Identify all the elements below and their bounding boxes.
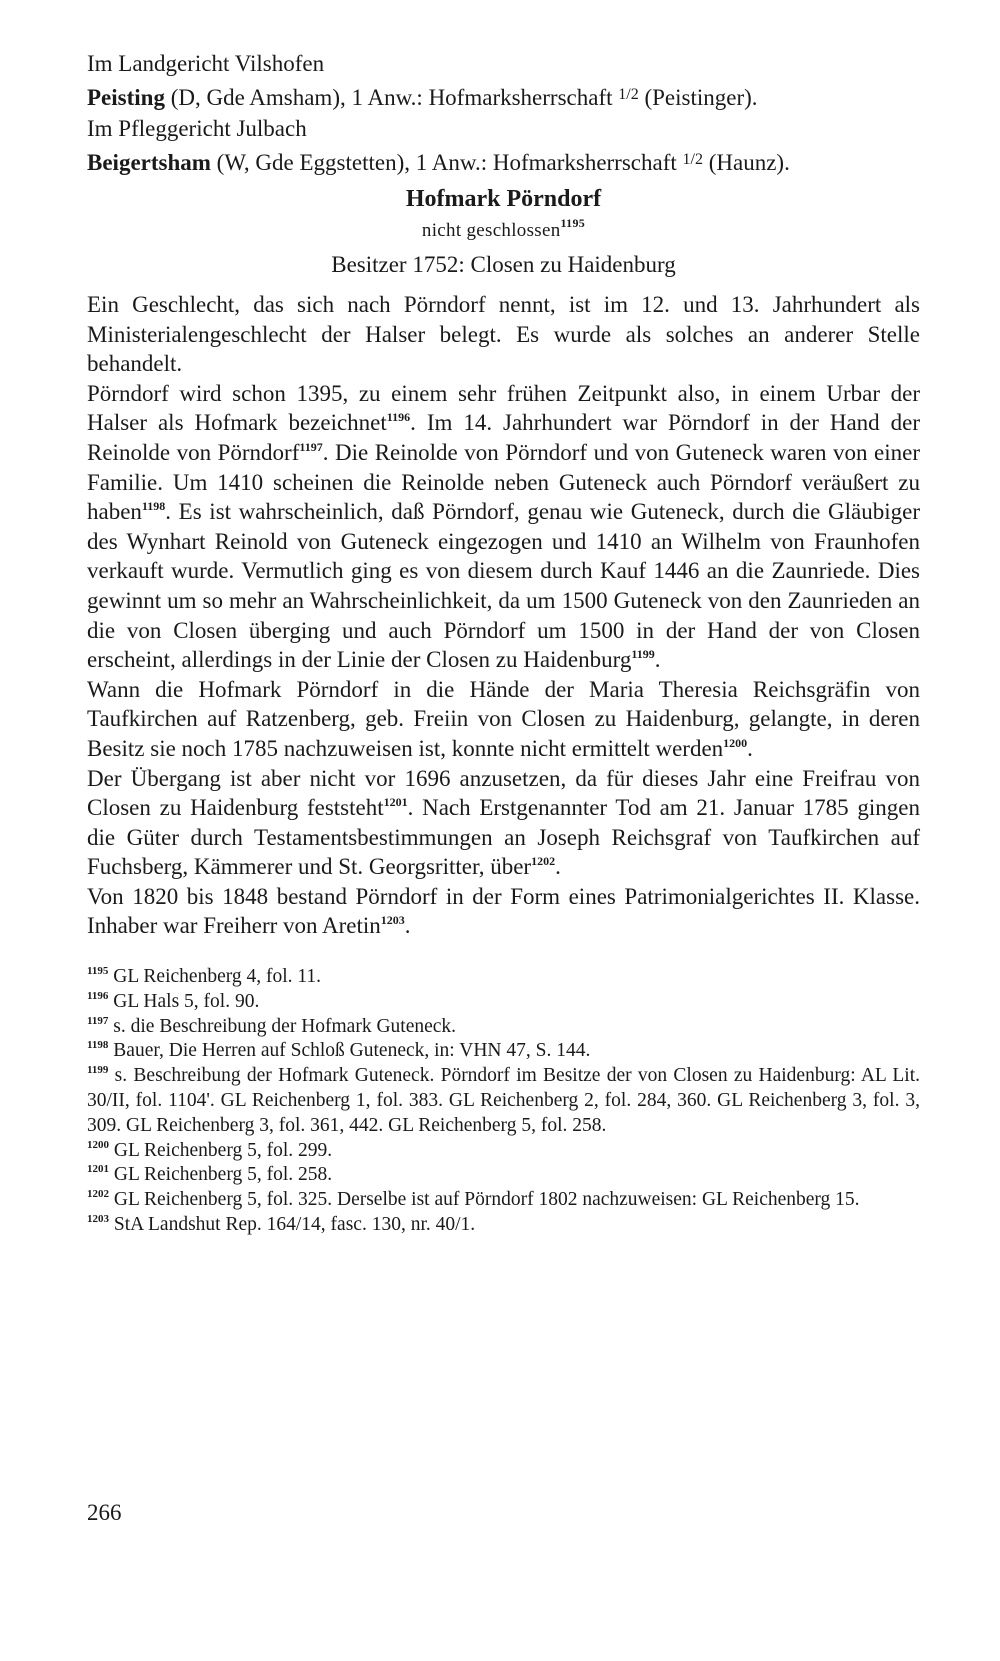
footnote <box>87 1163 920 1188</box>
court-heading: Im Landgericht Vilshofen <box>87 51 325 76</box>
footnote-ref: 1199 <box>631 647 655 662</box>
footnote-text: GL Hals 5, fol. 90. <box>108 990 260 1012</box>
footnote-number: 1203 <box>87 1213 109 1226</box>
text-run: Pörndorf wird schon 1395, zu einem sehr frühen Zeitpunkt also, in einem Urbar der Halser als Hofmark bezeichnet <box>87 380 920 436</box>
section-heading: Hofmark Pörndorf <box>405 186 602 212</box>
text-run: . Nach Erstgenannter Tod am 21. Januar 1785 gingen die Güter durch Testamentsbestimmungen an Joseph Reichsgraf von Taufkirchen auf Fuchsberg, Kämmerer und St. Georgsritter, über <box>87 795 920 880</box>
place-owner: (Peistinger). <box>638 85 758 110</box>
text-run: . <box>747 735 753 761</box>
footnote-number: 1202 <box>87 1188 109 1201</box>
footnote-text: GL Reichenberg 5, fol. 325. Derselbe ist auf Pörndorf 1802 nachzuweisen: GL Reichenberg 15. <box>109 1189 860 1211</box>
paragraph <box>87 675 920 764</box>
text-run: . Im 14. Jahrhundert war Pörndorf in der Hand der Reinolde von Pörndorf <box>87 410 920 465</box>
paragraph <box>87 379 920 675</box>
footnote <box>87 1213 920 1238</box>
footnote-number: 1199 <box>87 1064 109 1077</box>
footnote-number: 1201 <box>87 1163 109 1176</box>
footnote <box>87 1039 920 1064</box>
text-run: . <box>404 913 411 939</box>
text-run: . Es ist wahrscheinlich, daß Pörndorf, genau wie Guteneck, durch die Gläubiger des Wynhart Reinold von Guteneck eingezogen und 1410 an Wilhelm von Fraunhofen verkauft wurde. Vermutlich ging es von diesem durch Kauf 1446 an die Zaunriede. Dies gewinnt um so mehr an Wahrscheinlichkeit, da um 1500 Guteneck von den Zaunrieden an die von Closen überging und auch Pörndorf um 1500 in der Hand der von Closen erscheint, allerdings in der Linie der Closen zu Haidenburg <box>87 499 920 673</box>
text-run: . Die Reinolde von Pörndorf und von Guteneck waren von einer Familie. Um 1410 scheinen die Reinolde neben Guteneck auch Pörndorf veräußert zu haben <box>87 439 920 525</box>
footnote-ref: 1203 <box>380 913 405 928</box>
footnote <box>87 990 920 1015</box>
footnote-text: Bauer, Die Herren auf Schloß Guteneck, in: VHN 47, S. 144. <box>108 1040 591 1062</box>
footnote <box>87 1015 920 1040</box>
text-run: Ein Geschlecht, das sich nach Pörndorf nennt, ist im 12. und 13. Jahrhundert als Ministerialengeschlecht der Halser belegt. Es wurde als solches an anderer Stelle behandelt. <box>87 292 920 377</box>
place-details: (W, Gde Eggstetten), 1 Anw.: Hofmarksherrschaft <box>210 150 683 175</box>
place-entry <box>87 79 920 113</box>
footnote-number: 1195 <box>87 965 109 978</box>
footnote-ref: 1202 <box>531 854 556 869</box>
court-heading: Im Pfleggericht Julbach <box>87 116 307 141</box>
page-number: 266 <box>87 1500 122 1525</box>
footnote-text: GL Reichenberg 4, fol. 11. <box>108 966 322 988</box>
page-content <box>87 48 920 1238</box>
footnote-text: StA Landshut Rep. 164/14, fasc. 130, nr. 40/1. <box>109 1214 476 1236</box>
footnote-text: GL Reichenberg 5, fol. 258. <box>109 1164 333 1186</box>
footnote-number: 1197 <box>87 1014 109 1027</box>
section-subheading <box>87 216 920 246</box>
text-run: Von 1820 bis 1848 bestand Pörndorf in der Form eines Patrimonialgerichtes II. Klasse. Inhaber war Freiherr von Aretin <box>87 883 920 939</box>
footnote-ref: 1200 <box>723 735 748 750</box>
text-run: . <box>654 647 661 673</box>
fraction: 1/2 <box>618 86 639 103</box>
place-name: Peisting <box>87 85 165 110</box>
paragraph <box>87 882 920 941</box>
place-name: Beigertsham <box>87 150 211 175</box>
footnote-number: 1200 <box>87 1138 109 1151</box>
footnote <box>87 1139 920 1164</box>
place-entry <box>87 144 920 178</box>
subheading-text: nicht geschlossen <box>421 220 561 241</box>
footnote-ref: 1201 <box>383 795 408 810</box>
footnote <box>87 965 920 990</box>
text-run: Der Übergang ist aber nicht vor 1696 anzusetzen, da für dieses Jahr eine Freifrau von Closen zu Haidenburg feststeht <box>87 765 920 821</box>
footnote-text: GL Reichenberg 5, fol. 299. <box>109 1139 333 1161</box>
paragraph <box>87 290 920 379</box>
footnote-ref: 1198 <box>141 499 166 514</box>
body-text <box>87 290 920 941</box>
place-details: (D, Gde Amsham), 1 Anw.: Hofmarksherrschaft <box>164 85 619 110</box>
top-entries <box>87 48 920 178</box>
footnote-text: s. Beschreibung der Hofmark Guteneck. Pörndorf im Besitze der von Closen zu Haidenburg: AL Lit. 30/II, fol. 1104'. GL Reichenberg 1, fol. 383. GL Reichenberg 2, fol. 284, 360. GL Reichenberg 3, fol. 3, 309. GL Reichenberg 3, fol. 361, 442. GL Reichenberg 5, fol. 258. <box>87 1065 920 1136</box>
footnotes <box>87 965 920 1238</box>
footnote-ref: 1195 <box>560 216 586 230</box>
footnote-text: s. die Beschreibung der Hofmark Guteneck. <box>108 1015 457 1037</box>
footnote-number: 1198 <box>87 1039 109 1052</box>
footnote <box>87 1188 920 1213</box>
text-run: Wann die Hofmark Pörndorf in die Hände der Maria Theresia Reichsgräfin von Taufkirchen auf Ratzenberg, geb. Freiin von Closen zu Haidenburg, gelangte, in deren Besitz sie noch 1785 nachzuweisen ist, konnte nicht ermittelt werden <box>87 676 920 761</box>
footnote-ref: 1197 <box>299 439 323 454</box>
fraction: 1/2 <box>682 151 703 168</box>
text-run: . <box>555 854 561 880</box>
paragraph <box>87 764 920 882</box>
owner-line: Besitzer 1752: Closen zu Haidenburg <box>331 252 676 277</box>
place-owner: (Haunz). <box>702 150 790 175</box>
footnote-number: 1196 <box>87 989 109 1002</box>
footnote <box>87 1064 920 1138</box>
footnote-ref: 1196 <box>386 410 411 425</box>
